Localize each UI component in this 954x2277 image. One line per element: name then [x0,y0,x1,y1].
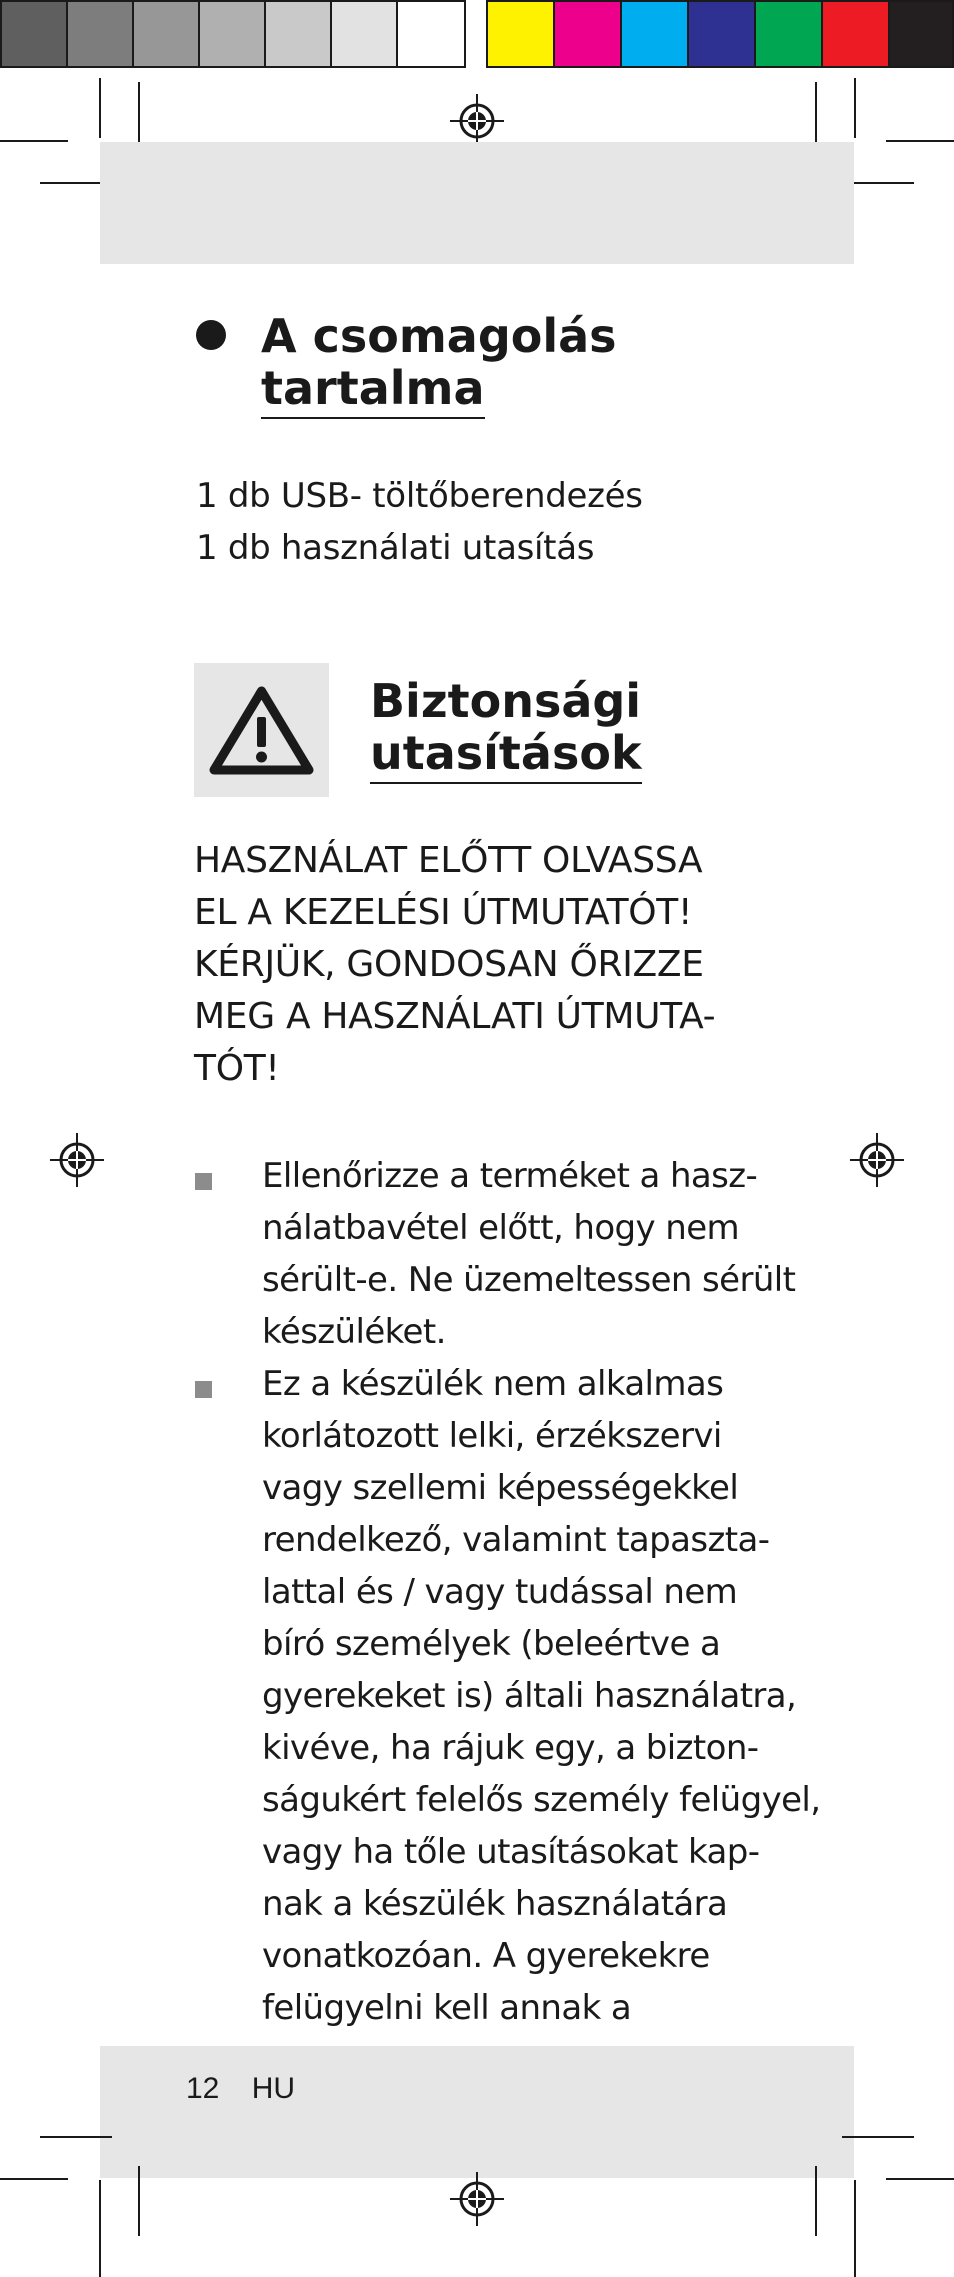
text-line: Ez a készülék nem alkalmas [262,1364,724,1404]
color-swatch-green [754,0,823,68]
section-contents-title [261,310,617,419]
color-swatch-yellow [486,0,555,68]
warning-triangle-icon [194,663,329,797]
text-line: gyerekeket is) általi használatra, [262,1676,797,1716]
language-code: HU [251,2072,296,2105]
header-band [100,142,854,264]
text-line: felügyelni kell annak a [262,1988,632,2028]
color-swatch-cyan [620,0,689,68]
list-item: 1 db használati utasítás [196,528,595,568]
crop-mark [99,78,101,138]
text-line: Ellenőrizze a terméket a hasz- [262,1156,758,1196]
text-line: bíró személyek (beleértve a [262,1624,721,1664]
crop-mark [0,140,68,142]
crop-mark [99,2180,101,2277]
text-line: nak a készülék használatára [262,1884,728,1924]
registration-crosshair-icon [50,1133,104,1187]
text-line: lattal és / vagy tudással nem [262,1572,738,1612]
gray-swatch [132,0,200,68]
text-line: vagy szellemi képességekkel [262,1468,739,1508]
square-bullet-icon [195,1173,212,1190]
page-footer [186,2072,295,2106]
warning-icon-box [194,663,329,797]
title-line: Biztonsági [370,674,642,728]
registration-crosshair-icon [450,2172,504,2226]
safety-caps-notice [194,835,715,1095]
text-line: vagy ha tőle utasításokat kap- [262,1832,760,1872]
notice-line: HASZNÁLAT ELŐTT OLVASSA [194,840,703,881]
crop-mark [854,2180,856,2277]
registration-crosshair-icon [850,1133,904,1187]
gray-swatch [264,0,332,68]
registration-crosshair-icon [450,94,504,148]
notice-line: KÉRJÜK, GONDOSAN ŐRIZZE [194,944,704,985]
notice-line: EL A KEZELÉSI ÚTMUTATÓT! [194,892,693,933]
contents-list [196,470,643,574]
crop-mark [854,78,856,138]
page-number: 12 [186,2072,220,2105]
gray-swatch [330,0,398,68]
text-line: kivéve, ha rájuk egy, a bizton- [262,1728,759,1768]
notice-line: MEG A HASZNÁLATI ÚTMUTA- [194,996,716,1037]
crop-mark [138,2166,140,2236]
text-line: vonatkozóan. A gyerekekre [262,1936,710,1976]
gray-swatch [0,0,68,68]
crop-mark [40,2136,112,2138]
footer-band [100,2046,854,2178]
title-line: tartalma [261,362,485,419]
color-swatch-blue [687,0,756,68]
text-line: sérült-e. Ne üzemeltessen sérült [262,1260,796,1300]
color-swatch-black [888,0,954,68]
list-item [262,1150,796,1358]
section-contents-bullet-icon [196,320,226,350]
crop-mark [0,2178,68,2180]
crop-mark [886,2178,954,2180]
color-swatch-red [821,0,890,68]
crop-mark [815,2166,817,2236]
title-line: utasítások [370,727,642,784]
list-item: 1 db USB- töltőberendezés [196,476,643,516]
text-line: rendelkező, valamint tapaszta- [262,1520,770,1560]
crop-mark [886,140,954,142]
text-line: ságukért felelős személy felügyel, [262,1780,821,1820]
color-swatch-magenta [553,0,622,68]
text-line: nálatbavétel előtt, hogy nem [262,1208,740,1248]
gray-swatch [66,0,134,68]
title-line: A csomagolás [261,309,617,363]
text-line: korlátozott lelki, érzékszervi [262,1416,722,1456]
square-bullet-icon [195,1381,212,1398]
notice-line: TÓT! [194,1048,280,1089]
gray-swatch [396,0,466,68]
crop-mark [842,2136,914,2138]
section-safety-title [370,675,642,784]
text-line: készüléket. [262,1312,446,1352]
gray-swatch [198,0,266,68]
list-item [262,1358,821,2034]
